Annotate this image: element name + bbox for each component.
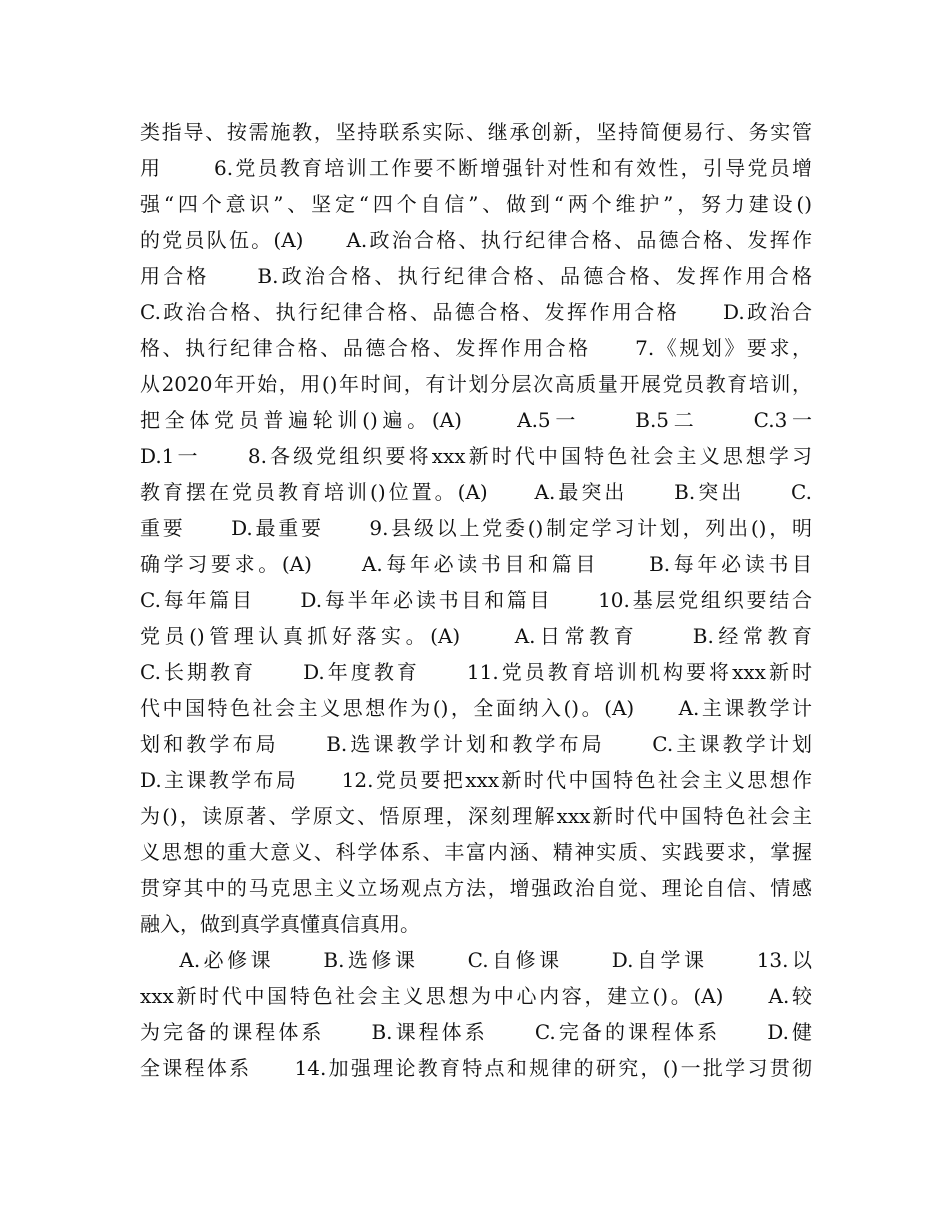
text-line: 融入，做到真学真懂真信真用。 <box>140 912 420 936</box>
text-line: 为()，读原著、学原文、悟原理，深刻理解xxx新时代中国特色社会主 <box>140 804 812 828</box>
text-line: C.政治合格、执行纪律合格、品德合格、发挥作用合格 D.政治合 <box>140 300 812 324</box>
text-line: A.必修课 B.选修课 C.自修课 D.自学课 13.以 <box>140 948 812 972</box>
text-line: C.长期教育 D.年度教育 11.党员教育培训机构要将xxx新时 <box>140 660 812 684</box>
text-line: 党员()管理认真抓好落实。(A) A.日常教育 B.经常教育 <box>140 624 812 648</box>
text-line: 确学习要求。(A) A.每年必读书目和篇目 B.每年必读书目 <box>140 552 812 576</box>
text-line: 划和教学布局 B.选课教学计划和教学布局 C.主课教学计划 <box>140 732 812 756</box>
text-line: 格、执行纪律合格、品德合格、发挥作用合格 7.《规划》要求， <box>140 336 812 360</box>
text-line: 为完备的课程体系 B.课程体系 C.完备的课程体系 D.健 <box>140 1020 812 1044</box>
text-line: 贯穿其中的马克思主义立场观点方法，增强政治自觉、理论自信、情感 <box>140 876 812 900</box>
text-line: C.每年篇目 D.每半年必读书目和篇目 10.基层党组织要结合 <box>140 588 812 612</box>
text-line: 代中国特色社会主义思想作为()，全面纳入()。(A) A.主课教学计 <box>140 696 812 720</box>
document-body <box>140 114 812 1086</box>
text-line: 的党员队伍。(A) A.政治合格、执行纪律合格、品德合格、发挥作 <box>140 228 812 252</box>
text-line: 把全体党员普遍轮训()遍。(A) A.5一 B.5二 C.3一 <box>140 408 812 432</box>
text-line: D.主课教学布局 12.党员要把xxx新时代中国特色社会主义思想作 <box>140 768 812 792</box>
text-line: 从2020年开始，用()年时间，有计划分层次高质量开展党员教育培训， <box>140 372 812 396</box>
text-line: 全课程体系 14.加强理论教育特点和规律的研究，()一批学习贯彻 <box>140 1056 812 1080</box>
text-line: 用合格 B.政治合格、执行纪律合格、品德合格、发挥作用合格 <box>140 264 812 288</box>
text-line: 用 6.党员教育培训工作要不断增强针对性和有效性，引导党员增 <box>140 156 812 180</box>
text-line: xxx新时代中国特色社会主义思想为中心内容，建立()。(A) A.较 <box>140 984 812 1008</box>
text-line: 义思想的重大意义、科学体系、丰富内涵、精神实质、实践要求，掌握 <box>140 840 812 864</box>
text-line: 教育摆在党员教育培训()位置。(A) A.最突出 B.突出 C. <box>140 480 812 504</box>
text-line: D.1一 8.各级党组织要将xxx新时代中国特色社会主义思想学习 <box>140 444 812 468</box>
text-line: 强“四个意识”、坚定“四个自信”、做到“两个维护”，努力建设() <box>140 192 812 216</box>
text-line: 重要 D.最重要 9.县级以上党委()制定学习计划，列出()，明 <box>140 516 812 540</box>
text-line: 类指导、按需施教，坚持联系实际、继承创新，坚持简便易行、务实管 <box>140 120 812 144</box>
